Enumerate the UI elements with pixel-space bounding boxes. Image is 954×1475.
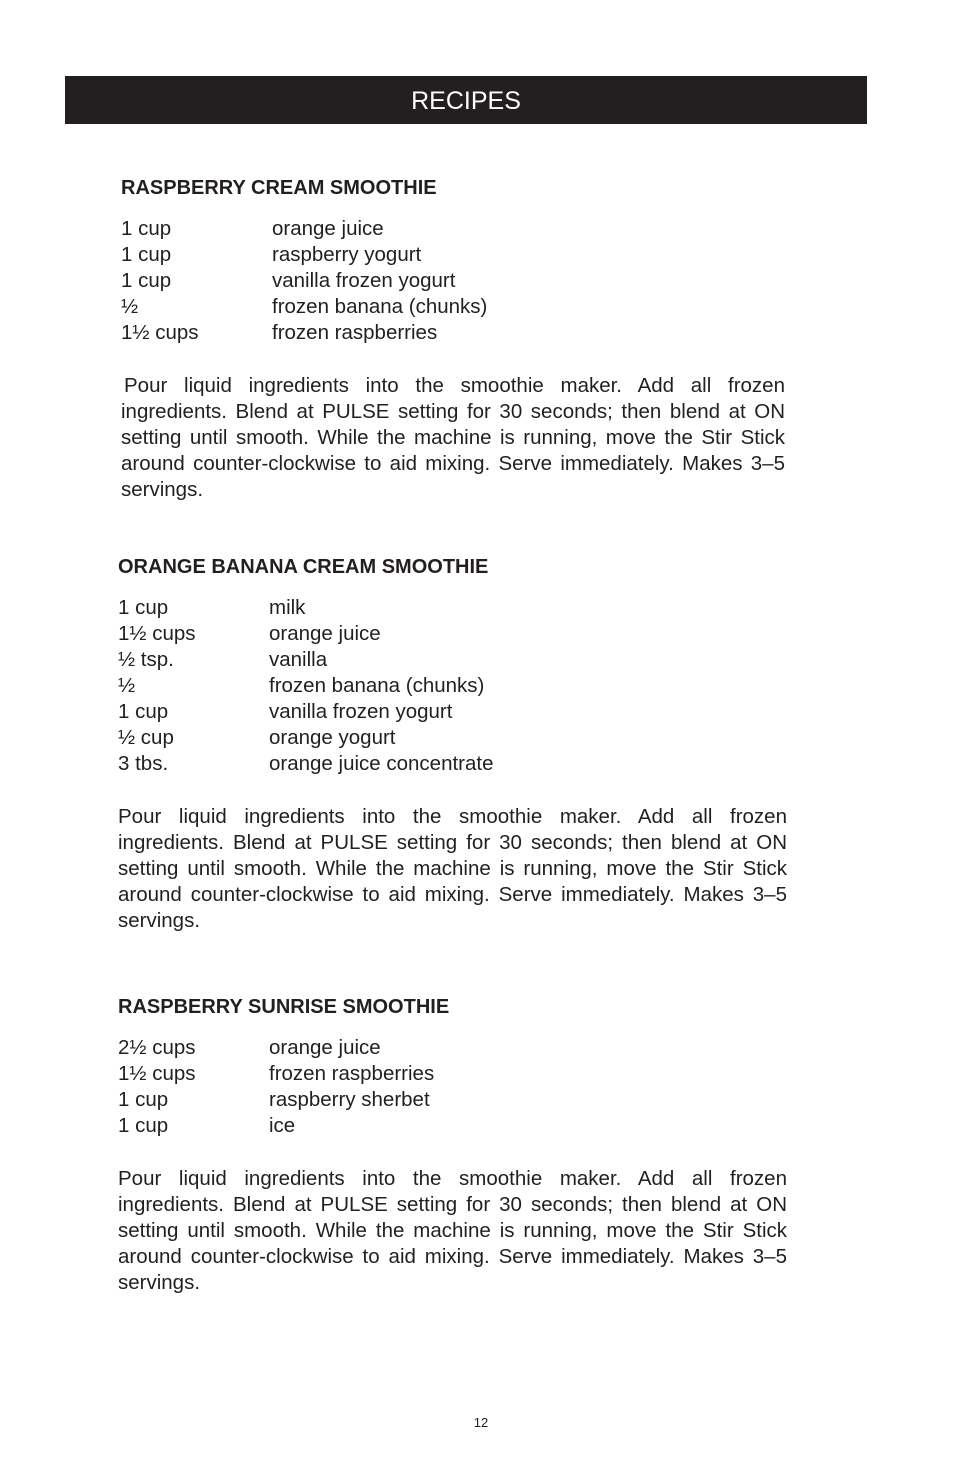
ingredient-name: ice [269, 1114, 296, 1137]
recipe-directions: Pour liquid ingredients into the smoothie maker. Add all frozen ingredients. Blend at PULSE setting for 30 seconds; then blend at ON setting until smooth. While the machine is running, move the Stir Stick around counter-clockwise to aid mixing. Serve immediately. Makes 3–5 servings. [118, 805, 787, 932]
recipe-title: RASPBERRY CREAM SMOOTHIE [121, 177, 437, 199]
ingredient-name: orange juice [269, 622, 381, 645]
ingredient-name: orange juice [269, 1036, 381, 1059]
ingredient-quantity: 1½ cups [118, 622, 196, 645]
recipe-raspberry-cream-smoothie [121, 175, 785, 503]
ingredient-quantity: 1 cup [121, 269, 172, 292]
ingredient-name: orange juice concentrate [269, 752, 494, 775]
ingredient-row [118, 1061, 787, 1087]
ingredient-name: frozen raspberries [272, 321, 438, 344]
recipe-directions: Pour liquid ingredients into the smoothie maker. Add all frozen ingredients. Blend at PULSE setting for 30 seconds; then blend at ON setting until smooth. While the machine is running, move the Stir Stick around counter-clockwise to aid mixing. Serve immediately. Makes 3–5 servings. [118, 1167, 787, 1294]
ingredient-row [121, 216, 785, 242]
ingredient-quantity: 1½ cups [118, 1062, 196, 1085]
ingredient-quantity: 1 cup [118, 1114, 169, 1137]
ingredient-name: frozen banana (chunks) [269, 674, 485, 697]
ingredient-name: vanilla frozen yogurt [269, 700, 453, 723]
ingredient-row [118, 699, 787, 725]
ingredient-row [121, 294, 785, 320]
ingredient-row [121, 268, 785, 294]
ingredient-row [121, 320, 785, 346]
section-header [65, 76, 867, 124]
ingredient-row [118, 725, 787, 751]
ingredient-row [118, 673, 787, 699]
recipe-title: ORANGE BANANA CREAM SMOOTHIE [118, 556, 489, 578]
ingredient-row [118, 1035, 787, 1061]
ingredient-name: frozen raspberries [269, 1062, 435, 1085]
ingredient-name: milk [269, 596, 306, 619]
ingredient-quantity: 1 cup [121, 243, 172, 266]
page-number: 12 [473, 1415, 489, 1430]
ingredient-row [118, 621, 787, 647]
ingredient-quantity: ½ tsp. [118, 648, 174, 671]
ingredient-quantity: ½ [118, 674, 136, 697]
ingredient-name: orange yogurt [269, 726, 396, 749]
ingredient-quantity: 1 cup [118, 1088, 169, 1111]
recipe-raspberry-sunrise-smoothie [118, 994, 787, 1296]
section-title: RECIPES [411, 87, 521, 115]
ingredient-quantity: 1½ cups [121, 321, 199, 344]
ingredient-name: raspberry sherbet [269, 1088, 430, 1111]
ingredient-name: vanilla frozen yogurt [272, 269, 456, 292]
recipe-title: RASPBERRY SUNRISE SMOOTHIE [118, 996, 450, 1018]
ingredient-quantity: ½ cup [118, 726, 174, 749]
ingredient-list [118, 1035, 787, 1139]
ingredient-row [118, 1087, 787, 1113]
ingredient-row [118, 1113, 787, 1139]
ingredient-row [121, 242, 785, 268]
ingredient-quantity: 1 cup [118, 700, 169, 723]
ingredient-quantity: 2½ cups [118, 1036, 196, 1059]
ingredient-row [118, 751, 787, 777]
ingredient-row [118, 595, 787, 621]
ingredient-name: orange juice [272, 217, 384, 240]
recipe-orange-banana-cream-smoothie [118, 554, 787, 934]
recipe-directions: Pour liquid ingredients into the smoothie maker. Add all frozen ingredients. Blend at PULSE setting for 30 seconds; then blend at ON setting until smooth. While the machine is running, move the Stir Stick around counter-clockwise to aid mixing. Serve immediately. Makes 3–5 servings. [121, 374, 785, 501]
ingredient-name: vanilla [269, 648, 328, 671]
ingredient-row [118, 647, 787, 673]
ingredient-list [118, 595, 787, 777]
ingredient-quantity: 1 cup [121, 217, 172, 240]
ingredient-quantity: 3 tbs. [118, 752, 169, 775]
ingredient-quantity: ½ [121, 295, 139, 318]
ingredient-name: raspberry yogurt [272, 243, 422, 266]
ingredient-quantity: 1 cup [118, 596, 169, 619]
ingredient-list [121, 216, 785, 346]
ingredient-name: frozen banana (chunks) [272, 295, 488, 318]
